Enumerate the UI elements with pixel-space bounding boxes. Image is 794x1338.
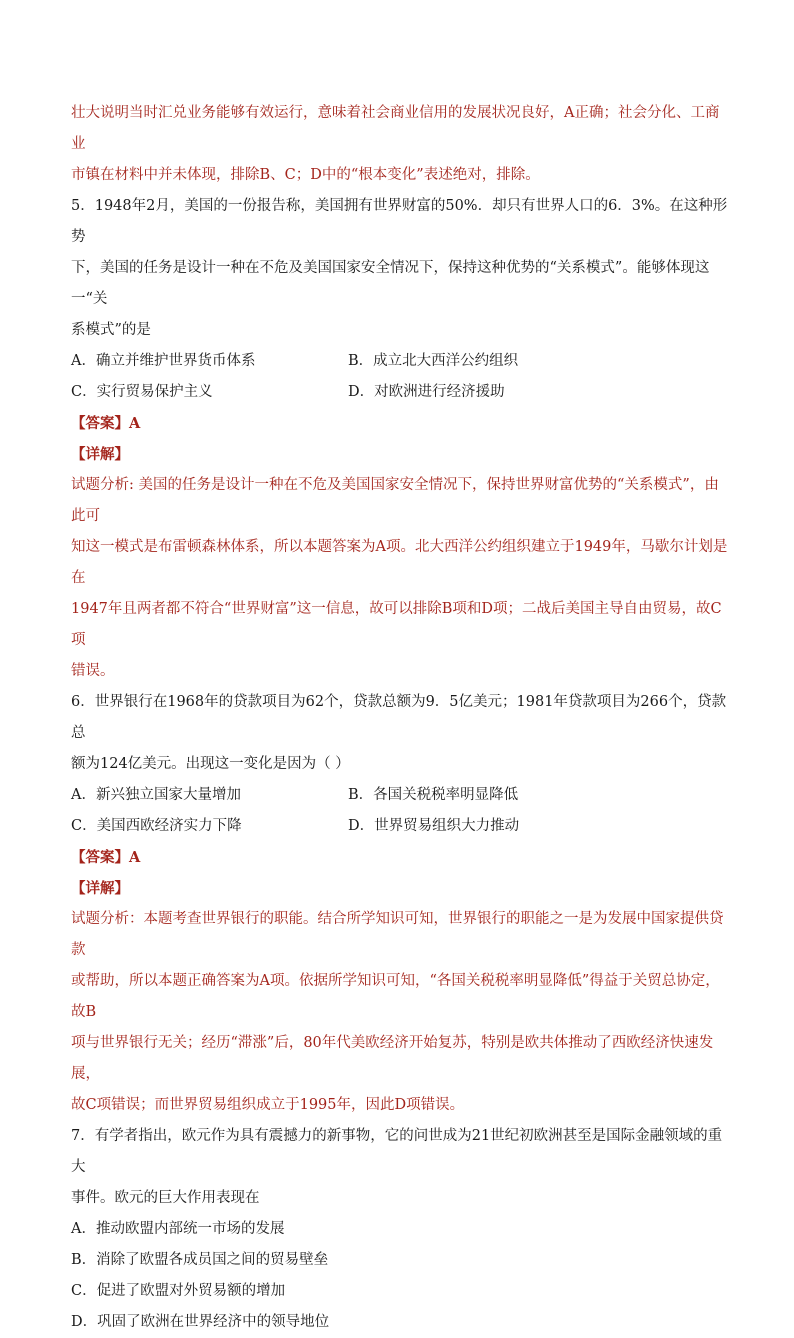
question-5-explanation: 错误。 [71,663,115,679]
option-b: B．消除了欧盟各成员国之间的贸易壁垒 [71,1252,329,1268]
question-5-explanation: 试题分析: 美国的任务是设计一种在不危及美国国家安全情况下，保持世界财富优势的“关系模式”，由此可 [71,477,719,524]
option-a: A．确立并维护世界货币体系 [71,353,256,369]
question-6-detail-label: 【详解】 [71,880,129,897]
question-6-options-row [71,811,731,842]
question-5-answer: 【答案】A [71,415,141,432]
question-5-options-row [71,377,731,408]
question-5-detail-label: 【详解】 [71,446,129,463]
question-7-stem: 7．有学者指出，欧元作为具有震撼力的新事物，它的问世成为21世纪初欧洲甚至是国际金融领域的重大 [71,1128,723,1175]
question-5-stem: 5．1948年2月，美国的一份报告称，美国拥有世界财富的50%．却只有世界人口的6．3%。在这种形势 [71,198,728,245]
question-5-stem: 系模式”的是 [71,322,151,338]
question-6-stem: 额为124亿美元。出现这一变化是因为（ ） [71,756,350,772]
question-6-options-row [71,780,731,811]
option-d: D．世界贸易组织大力推动 [348,818,520,834]
option-b: B．成立北大西洋公约组织 [348,353,519,369]
question-5-stem: 下，美国的任务是设计一种在不危及美国国家安全情况下，保持这种优势的“关系模式”。能够体现这一“关 [71,260,710,307]
question-5-options-row [71,346,731,377]
question-6-explanation: 故C项错误；而世界贸易组织成立于1995年，因此D项错误。 [71,1097,465,1113]
question-5-explanation: 知这一模式是布雷顿森林体系，所以本题答案为A项。北大西洋公约组织建立于1949年，马歇尔计划是在 [71,539,728,586]
question-6-answer: 【答案】A [71,849,141,866]
question-6-explanation: 或帮助，所以本题正确答案为A项。依据所学知识可知，“各国关税税率明显降低”得益于关贸总协定，故B [71,973,720,1020]
question-7-stem: 事件。欧元的巨大作用表现在 [71,1190,260,1206]
question-6-stem: 6．世界银行在1968年的贷款项目为62个，贷款总额为9．5亿美元；1981年贷款项目为266个，贷款总 [71,694,727,741]
question-6-explanation: 项与世界银行无关；经历“滞涨”后，80年代美欧经济开始复苏，特别是欧共体推动了西欧经济快速发展， [71,1035,714,1082]
option-b: B．各国关税税率明显降低 [348,787,519,803]
option-c: C．促进了欧盟对外贸易额的增加 [71,1283,286,1299]
option-c: C．实行贸易保护主义 [71,384,213,400]
question-6-explanation: 试题分析：本题考查世界银行的职能。结合所学知识可知，世界银行的职能之一是为发展中国家提供贷款 [71,911,724,958]
question-5-explanation: 1947年且两者都不符合“世界财富”这一信息，故可以排除B项和D项；二战后美国主导自由贸易，故C项 [71,601,722,648]
previous-explanation-line: 壮大说明当时汇兑业务能够有效运行，意味着社会商业信用的发展状况良好，A正确；社会分化、工商业 [71,105,720,152]
option-a: A．新兴独立国家大量增加 [71,787,241,803]
option-d: D．巩固了欧洲在世界经济中的领导地位 [71,1314,330,1330]
previous-explanation-line: 市镇在材料中并未体现，排除B、C；D中的“根本变化”表述绝对，排除。 [71,167,540,183]
page-content [71,98,731,1338]
option-d: D．对欧洲进行经济援助 [348,384,505,400]
option-a: A．推动欧盟内部统一市场的发展 [71,1221,285,1237]
option-c: C．美国西欧经济实力下降 [71,818,242,834]
